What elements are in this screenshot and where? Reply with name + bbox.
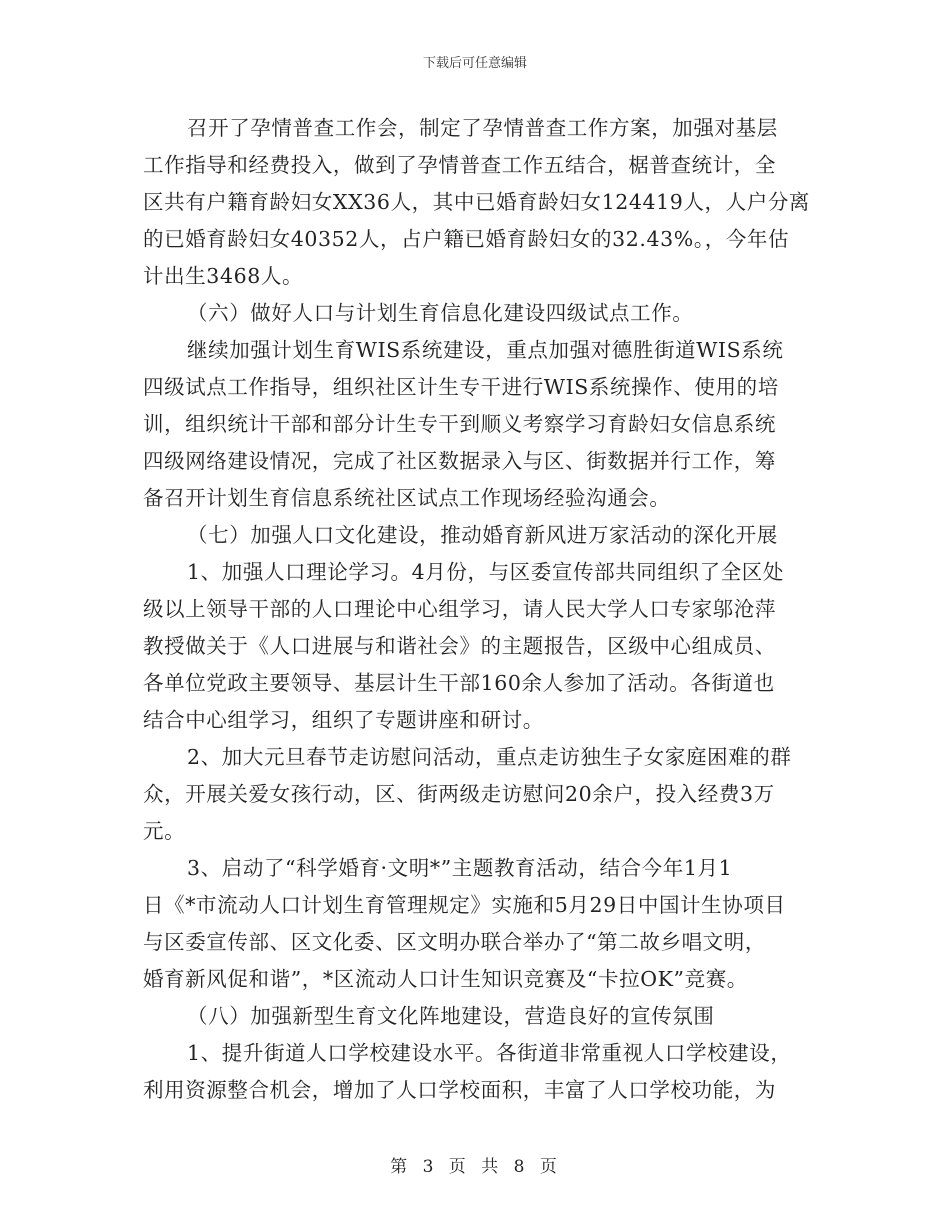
text-line: 继续加强计划生育WIS系统建设，重点加强对德胜街道WIS系统 xyxy=(187,338,784,362)
text-line: 日《*市流动人口计划生育管理规定》实施和5月29日中国计生协项目 xyxy=(143,893,786,917)
text-line: （七）加强人口文化建设，推动婚育新风进万家活动的深化开展 xyxy=(187,523,778,547)
text-line: 结合中心组学习，组织了专题讲座和研讨。 xyxy=(143,708,544,732)
text-line: 备召开计划生育信息系统社区试点工作现场经验沟通会。 xyxy=(143,486,671,510)
text-line: 2、加大元旦春节走访慰问活动，重点走访独生子女家庭困难的群 xyxy=(187,745,792,769)
text-line: 工作指导和经费投入，做到了孕情普查工作五结合，椐普查统计，全 xyxy=(143,153,776,177)
text-line: 召开了孕情普查工作会，制定了孕情普查工作方案，加强对基层 xyxy=(187,116,778,140)
text-line: 1、提升街道人口学校建设水平。各街道非常重视人口学校建设， xyxy=(187,1041,792,1065)
text-line: 区共有户籍育龄妇女XX36人，其中已婚育龄妇女124419人，人户分离 xyxy=(143,190,811,214)
text-line: 众，开展关爱女孩行动，区、街两级走访慰问20余户，投入经费3万 xyxy=(143,782,775,806)
text-line: （八）加强新型生育文化阵地建设，营造良好的宣传氛围 xyxy=(187,1004,715,1028)
text-line: 的已婚育龄妇女40352人，占户籍已婚育龄妇女的32.43%。，今年估 xyxy=(143,227,790,251)
text-line: 计出生3468人。 xyxy=(143,264,304,288)
page-footer: 第 3 页 共 8 页 xyxy=(390,1157,560,1177)
text-line: 训，组织统计干部和部分计生专干到顺义考察学习育龄妇女信息系统 xyxy=(143,412,776,436)
text-line: 1、加强人口理论学习。4月份，与区委宣传部共同组织了全区处 xyxy=(187,560,784,584)
text-line: 级以上领导干部的人口理论中心组学习，请人民大学人口专家邬沧萍 xyxy=(143,597,776,621)
text-line: 婚育新风促和谐”，*区流动人口计生知识竞赛及“卡拉OK”竞赛。 xyxy=(143,967,748,991)
text-line: 3、启动了“科学婚育·文明*”主题教育活动，结合今年1月1 xyxy=(187,856,733,880)
page-header: 下载后可任意编辑 xyxy=(422,56,527,71)
text-line: 四级试点工作指导，组织社区计生专干进行WIS系统操作、使用的培 xyxy=(143,375,779,399)
text-line: 利用资源整合机会，增加了人口学校面积，丰富了人口学校功能，为 xyxy=(143,1078,776,1102)
text-line: 元。 xyxy=(143,819,186,843)
text-line: 各单位党政主要领导、基层计生干部160余人参加了活动。各街道也 xyxy=(143,671,775,695)
text-line: 四级网络建设情况，完成了社区数据录入与区、街数据并行工作，筹 xyxy=(143,449,776,473)
text-line: 与区委宣传部、区文化委、区文明办联合举办了“第二故乡唱文明， xyxy=(143,930,766,954)
text-line: （六）做好人口与计划生育信息化建设四级试点工作。 xyxy=(187,301,694,325)
document-body xyxy=(143,110,813,1109)
text-line: 教授做关于《人口进展与和谐社会》的主题报告，区级中心组成员、 xyxy=(143,634,776,658)
